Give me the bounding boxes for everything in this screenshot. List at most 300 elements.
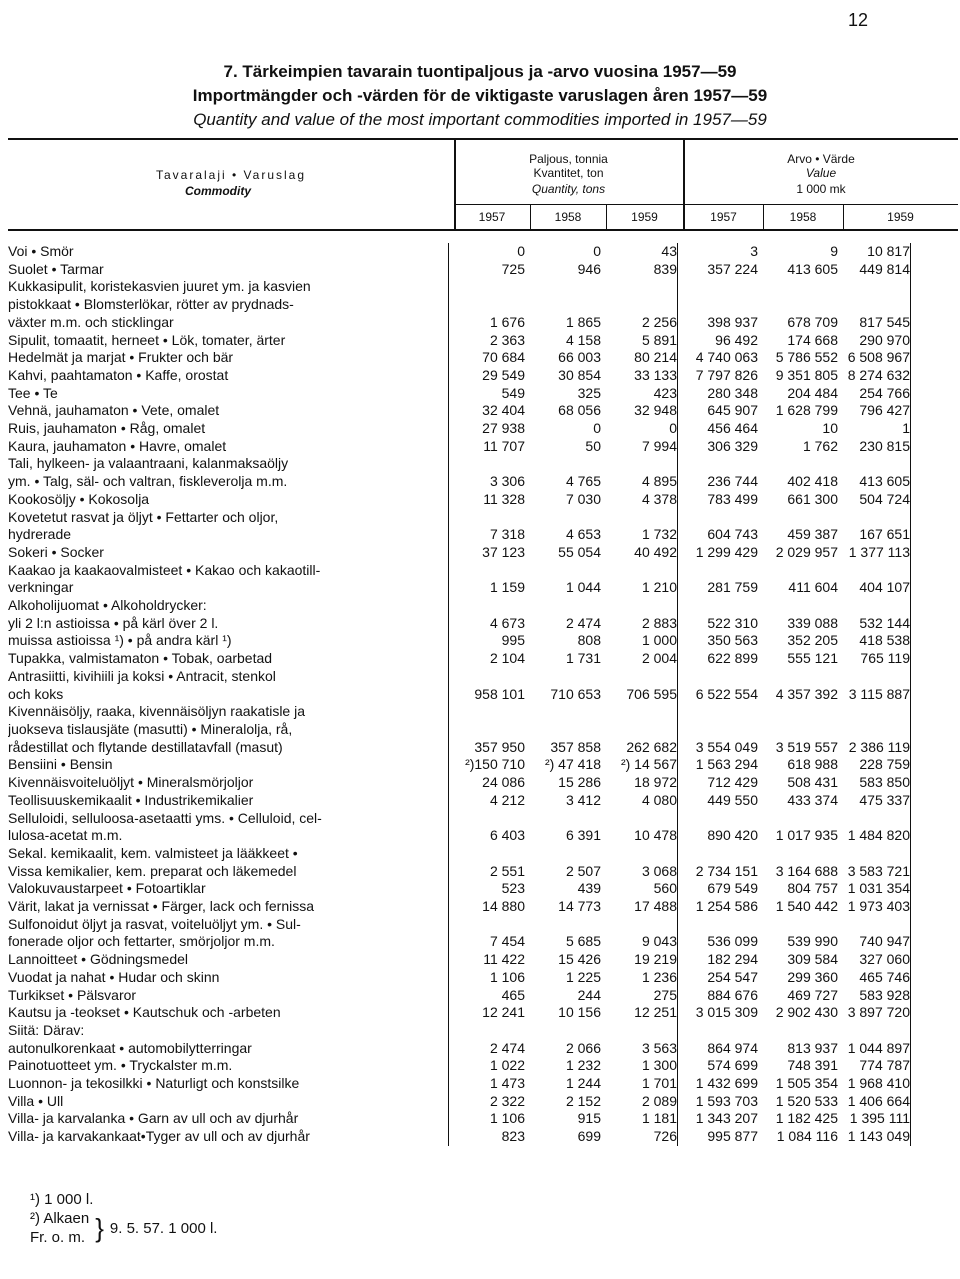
value-cell: [838, 597, 911, 615]
quantity-cell: [525, 845, 601, 863]
value-cell: 350 563: [707, 632, 758, 649]
value-cell: 3 115 887: [838, 686, 911, 704]
table-row: [8, 1128, 911, 1146]
table-row: [8, 650, 911, 668]
value-cell: 817 545: [838, 314, 911, 332]
quantity-cell: [525, 668, 601, 686]
value-cell: 1 084 116: [776, 1128, 838, 1145]
commodity-label: Kukkasipulit, koristekasvien juuret ym. ja kasvien: [8, 278, 449, 296]
commodity-label: Kivennäisvoiteluöljyt • Mineralsmörjoljor: [8, 774, 449, 792]
commodity-label: Selluloidi, selluloosa-asetaatti yms. • Celluloid, cel-: [8, 810, 449, 828]
title-english: Quantity and value of the most important commodities imported in 1957—59: [193, 110, 767, 129]
value-cell: 864 974: [707, 1039, 758, 1056]
quantity-cell: 37 123: [482, 543, 525, 560]
value-cell: 1 540 442: [775, 898, 838, 915]
table-row: [8, 951, 911, 969]
quantity-cell: 0: [517, 243, 525, 259]
value-cell: [758, 721, 838, 739]
value-cell: [678, 916, 759, 934]
quantity-cell: 40 492: [601, 544, 678, 562]
quantity-cell: 1 044: [565, 579, 601, 596]
quantity-cell: 1 000: [601, 632, 678, 650]
value-cell: 679 549: [707, 880, 758, 897]
commodity-label: muissa astioissa ¹) • på andra kärl ¹): [8, 632, 449, 650]
table-row: [8, 756, 911, 774]
value-cell: [838, 703, 911, 721]
quantity-cell: [525, 509, 601, 527]
table-row: [8, 491, 911, 509]
commodity-label: yli 2 l:n astioissa • på kärl över 2 l.: [8, 615, 449, 633]
value-cell: 418 538: [838, 632, 911, 650]
value-cell: 1 299 429: [695, 543, 758, 560]
value-cell: [838, 455, 911, 473]
quantity-cell: 4 673: [489, 614, 525, 631]
commodity-label: Vehnä, jauhamaton • Vete, omalet: [8, 402, 449, 420]
value-cell: 398 937: [707, 313, 758, 330]
quantity-cell: 958 101: [474, 685, 525, 702]
quantity-cell: 0: [593, 420, 601, 437]
value-cell: 1 377 113: [838, 544, 911, 562]
table-row: [8, 314, 911, 332]
value-cell: [758, 509, 838, 527]
quantity-cell: 30 854: [558, 366, 601, 383]
value-cell: 4 357 392: [775, 685, 838, 702]
quantity-cell: [449, 597, 526, 615]
value-cell: 532 144: [838, 615, 911, 633]
quantity-cell: 3 068: [601, 863, 678, 881]
quantity-cell: [601, 668, 678, 686]
value-cell: 748 391: [787, 1057, 838, 1074]
value-cell: 3 015 309: [695, 1004, 758, 1021]
commodity-label: Bensiini • Bensin: [8, 756, 449, 774]
value-cell: [838, 1022, 911, 1040]
table-row: [8, 686, 911, 704]
footnotes: ¹) 1 000 l. ²) Alkaen Fr. o. m. } 9. 5. 57. 1 000 l.: [30, 1191, 218, 1246]
quantity-cell: ²)150 710: [465, 756, 525, 773]
value-cell: 469 727: [787, 986, 838, 1003]
commodity-label: och koks: [8, 686, 449, 704]
table-row: [8, 278, 911, 296]
value-cell: 3 519 557: [775, 738, 838, 755]
value-cell: 604 743: [707, 526, 758, 543]
commodity-label: Kahvi, paahtamaton • Kaffe, orostat: [8, 367, 449, 385]
value-unit: 1 000 mk: [796, 182, 846, 196]
quantity-cell: [601, 455, 678, 473]
commodities-table: [8, 243, 911, 1146]
quantity-cell: 24 086: [482, 774, 525, 791]
value-cell: 402 418: [787, 473, 838, 490]
quantity-cell: 80 214: [601, 349, 678, 367]
quantity-cell: 439: [577, 880, 601, 897]
commodity-label: Hedelmät ja marjat • Frukter och bär: [8, 349, 449, 367]
quantity-cell: 808: [577, 632, 601, 649]
quantity-cell: 0: [601, 420, 678, 438]
value-cell: [758, 916, 838, 934]
quantity-cell: 15 426: [558, 951, 601, 968]
quantity-cell: [449, 845, 526, 863]
table-row: [8, 827, 911, 845]
value-cell: [838, 845, 911, 863]
table-row: [8, 632, 911, 650]
table-row: [8, 703, 911, 721]
commodity-label: Sulfonoidut öljyt ja rasvat, voiteluöljyt ym. • Sul-: [8, 916, 449, 934]
value-cell: [678, 509, 759, 527]
quantity-cell: [525, 278, 601, 296]
quantity-cell: 14 773: [558, 898, 601, 915]
quantity-cell: 32 948: [601, 402, 678, 420]
table-row: [8, 526, 911, 544]
commodity-label: rådestillat och flytande destillatavfall (masut): [8, 739, 449, 757]
value-cell: 1 520 533: [775, 1092, 838, 1109]
quantity-cell: [525, 703, 601, 721]
table-row: [8, 367, 911, 385]
value-cell: 7 797 826: [695, 366, 758, 383]
quantity-cell: 2 004: [601, 650, 678, 668]
commodity-label: fonerade oljor och fettarter, smörjoljor m.m.: [8, 933, 449, 951]
quantity-cell: [601, 296, 678, 314]
table-row: [8, 668, 911, 686]
quantity-cell: [449, 668, 526, 686]
quantity-cell: 2 066: [565, 1039, 601, 1056]
commodity-label: Kautsu ja -teokset • Kautschuk och -arbeten: [8, 1004, 449, 1022]
table-row: [8, 721, 911, 739]
value-cell: 539 990: [787, 933, 838, 950]
value-cell: [838, 278, 911, 296]
value-cell: 236 744: [707, 473, 758, 490]
quantity-cell: 4 212: [489, 791, 525, 808]
quantity-cell: [601, 1022, 678, 1040]
quantity-cell: [525, 810, 601, 828]
quantity-cell: 11 422: [483, 951, 525, 968]
quantity-cell: 1 236: [601, 969, 678, 987]
value-cell: 357 224: [707, 260, 758, 277]
table-row: [8, 509, 911, 527]
quantity-cell: [601, 721, 678, 739]
commodity-label: Värit, lakat ja vernissat • Färger, lack och fernissa: [8, 898, 449, 916]
value-cell: 1 432 699: [695, 1075, 758, 1092]
value-cell: 2 029 957: [775, 543, 838, 560]
value-cell: 1 593 703: [695, 1092, 758, 1109]
quantity-cell: 946: [577, 260, 601, 277]
footnote-1: ¹) 1 000 l.: [30, 1191, 94, 1208]
value-cell: 622 899: [707, 650, 758, 667]
value-cell: 504 724: [838, 491, 911, 509]
value-cell: 995 877: [707, 1128, 758, 1145]
quantity-cell: 2 256: [601, 314, 678, 332]
value-cell: [758, 455, 838, 473]
table-row: [8, 880, 911, 898]
quantity-cell: [525, 562, 601, 580]
commodity-label: Suolet • Tarmar: [8, 261, 449, 279]
quantity-cell: 325: [577, 384, 601, 401]
quantity-cell: [525, 296, 601, 314]
commodity-label: Alkoholijuomat • Alkoholdrycker:: [8, 597, 449, 615]
quantity-cell: 70 684: [482, 349, 525, 366]
quantity-cell: [449, 1022, 526, 1040]
commodity-label: Lannoitteet • Gödningsmedel: [8, 951, 449, 969]
quantity-cell: 4 895: [601, 473, 678, 491]
value-cell: 1 968 410: [838, 1075, 911, 1093]
table-row: [8, 1022, 911, 1040]
value-cell: [838, 721, 911, 739]
quantity-cell: 1 106: [489, 1110, 525, 1127]
value-cell: [758, 810, 838, 828]
quantity-cell: [601, 278, 678, 296]
table-row: [8, 987, 911, 1005]
quantity-cell: 33 133: [601, 367, 678, 385]
value-cell: [838, 509, 911, 527]
quantity-cell: 2 474: [565, 614, 601, 631]
quantity-cell: 1 159: [489, 579, 525, 596]
value-cell: 3: [750, 243, 758, 259]
quantity-cell: 1 106: [489, 968, 525, 985]
quantity-cell: [601, 562, 678, 580]
commodity-label: Tee • Te: [8, 385, 449, 403]
value-cell: 2 902 430: [775, 1004, 838, 1021]
value-cell: [678, 703, 759, 721]
value-cell: 583 928: [838, 987, 911, 1005]
quantity-cell: 55 054: [558, 543, 601, 560]
value-cell: 413 605: [838, 473, 911, 491]
quantity-cell: 2 551: [489, 862, 525, 879]
value-cell: 404 107: [838, 579, 911, 597]
value-cell: [678, 562, 759, 580]
quantity-cell: ²) 47 418: [544, 756, 601, 773]
table-row: [8, 544, 911, 562]
value-cell: 783 499: [707, 490, 758, 507]
value-cell: 813 937: [787, 1039, 838, 1056]
quantity-cell: [449, 916, 526, 934]
quantity-cell: 275: [601, 987, 678, 1005]
quantity-cell: 66 003: [558, 349, 601, 366]
value-cell: 459 387: [787, 526, 838, 543]
quantity-cell: 2 363: [489, 331, 525, 348]
quantity-cell: 1 244: [565, 1075, 601, 1092]
value-cell: 281 759: [707, 579, 758, 596]
quantity-cell: 1 022: [489, 1057, 525, 1074]
quantity-cell: 19 219: [601, 951, 678, 969]
value-cell: 1 973 403: [838, 898, 911, 916]
footnote-2a: ²) Alkaen: [30, 1210, 90, 1227]
commodity-label: juokseva tislausjäte (masutti) • Mineralolja, rå,: [8, 721, 449, 739]
commodity-label: Sokeri • Socker: [8, 544, 449, 562]
commodity-label: Turkikset • Pälsvaror: [8, 987, 449, 1005]
value-cell: 433 374: [787, 791, 838, 808]
value-cell: 204 484: [787, 384, 838, 401]
value-cell: [678, 810, 759, 828]
table-row: [8, 845, 911, 863]
value-cell: 804 757: [787, 880, 838, 897]
value-cell: 1 395 111: [838, 1110, 911, 1128]
quantity-cell: [449, 810, 526, 828]
quantity-cell: [601, 509, 678, 527]
quantity-cell: [449, 721, 526, 739]
table-row: [8, 438, 911, 456]
commodity-label: Ruis, jauhamaton • Råg, omalet: [8, 420, 449, 438]
value-cell: [678, 597, 759, 615]
commodity-header-en: Commodity: [185, 184, 251, 198]
commodity-label: Painotuotteet ym. • Tryckalster m.m.: [8, 1057, 449, 1075]
quantity-cell: 68 056: [558, 402, 601, 419]
value-cell: 299 360: [787, 968, 838, 985]
value-cell: 1 182 425: [775, 1110, 838, 1127]
quantity-cell: [449, 455, 526, 473]
value-cell: [838, 916, 911, 934]
table-row: [8, 615, 911, 633]
value-cell: 508 431: [787, 774, 838, 791]
value-cell: 765 119: [838, 650, 911, 668]
table-row: [8, 349, 911, 367]
quantity-cell: 1 210: [601, 579, 678, 597]
value-cell: 3 897 720: [838, 1004, 911, 1022]
table-row: [8, 385, 911, 403]
quantity-cell: 2 474: [489, 1039, 525, 1056]
commodity-label: Villa- ja karvalanka • Garn av ull och av djurhår: [8, 1110, 449, 1128]
value-cell: [678, 296, 759, 314]
quantity-cell: 4 653: [565, 526, 601, 543]
value-cell: [678, 455, 759, 473]
quantity-cell: [449, 278, 526, 296]
value-cell: 574 699: [707, 1057, 758, 1074]
quantity-cell: 4 378: [601, 491, 678, 509]
value-cell: 712 429: [707, 774, 758, 791]
quantity-cell: 10 156: [558, 1004, 601, 1021]
quantity-cell: 1 865: [565, 313, 601, 330]
value-cell: 3 164 688: [775, 862, 838, 879]
quantity-cell: [449, 703, 526, 721]
quantity-cell: 2 089: [601, 1093, 678, 1111]
commodity-label: Kaakao ja kaakaovalmisteet • Kakao och kakaotill-: [8, 562, 449, 580]
table-row: [8, 969, 911, 987]
quantity-cell: 7 318: [489, 526, 525, 543]
quantity-cell: 5 685: [565, 933, 601, 950]
value-cell: 6 522 554: [695, 685, 758, 702]
value-cell: [758, 597, 838, 615]
quantity-cell: 523: [501, 880, 525, 897]
value-cell: 796 427: [838, 402, 911, 420]
quantity-cell: 9 043: [601, 933, 678, 951]
value-header-fi-sv: Arvo • Värde: [787, 152, 855, 166]
quantity-cell: 4 765: [565, 473, 601, 490]
value-cell: 254 766: [838, 385, 911, 403]
value-cell: 4 740 063: [695, 349, 758, 366]
quantity-cell: 11 707: [483, 437, 525, 454]
quantity-cell: 1 473: [489, 1075, 525, 1092]
commodity-label: Siitä: Därav:: [8, 1022, 449, 1040]
quantity-cell: 560: [601, 880, 678, 898]
quantity-cell: 2 883: [601, 615, 678, 633]
quantity-cell: 3 306: [489, 473, 525, 490]
commodity-label: Kaura, jauhamaton • Havre, omalet: [8, 438, 449, 456]
commodity-label: Villa- ja karvakankaat•Tyger av ull och av djurhår: [8, 1128, 449, 1146]
value-cell: [758, 703, 838, 721]
quantity-cell: 839: [601, 261, 678, 279]
table-row: [8, 1057, 911, 1075]
year-header: 1959: [631, 210, 658, 224]
value-cell: 9 351 805: [775, 366, 838, 383]
value-cell: 774 787: [838, 1057, 911, 1075]
quantity-cell: 3 412: [565, 791, 601, 808]
commodity-label: Tali, hylkeen- ja valaantraani, kalanmaksaöljy: [8, 455, 449, 473]
value-cell: 1 017 935: [775, 827, 838, 844]
quantity-cell: 1 676: [489, 313, 525, 330]
table-row: [8, 1093, 911, 1111]
quantity-cell: 12 251: [601, 1004, 678, 1022]
commodity-label: Vissa kemikalier, kem. preparat och läkemedel: [8, 863, 449, 881]
quantity-cell: 50: [585, 437, 601, 454]
value-cell: 1 406 664: [838, 1093, 911, 1111]
table-row: [8, 774, 911, 792]
value-cell: 254 547: [707, 968, 758, 985]
value-cell: [758, 296, 838, 314]
table-row: [8, 898, 911, 916]
table-row: [8, 261, 911, 279]
commodity-label: växter m.m. och sticklingar: [8, 314, 449, 332]
value-cell: 228 759: [838, 756, 911, 774]
value-cell: [758, 562, 838, 580]
value-cell: 1 762: [802, 437, 838, 454]
value-cell: [678, 845, 759, 863]
quantity-cell: 357 950: [474, 738, 525, 755]
quantity-cell: 725: [501, 260, 525, 277]
value-cell: 1 563 294: [695, 756, 758, 773]
quantity-cell: 2 152: [565, 1092, 601, 1109]
value-cell: 661 300: [787, 490, 838, 507]
quantity-cell: 706 595: [601, 686, 678, 704]
commodity-label: Sekal. kemikaalit, kem. valmisteet ja lääkkeet •: [8, 845, 449, 863]
quantity-cell: 2 507: [565, 862, 601, 879]
value-cell: 1 484 820: [838, 827, 911, 845]
quantity-cell: 4 158: [565, 331, 601, 348]
value-cell: 327 060: [838, 951, 911, 969]
year-header: 1958: [554, 210, 582, 224]
commodity-label: ym. • Talg, säl- och valtran, fiskleverolja m.m.: [8, 473, 449, 491]
quantity-cell: 2 322: [489, 1092, 525, 1109]
table-header: [8, 138, 958, 230]
quantity-cell: [449, 296, 526, 314]
value-cell: 339 088: [787, 614, 838, 631]
value-cell: 5 786 552: [775, 349, 838, 366]
quantity-cell: 12 241: [482, 1004, 525, 1021]
quantity-cell: ²) 14 567: [601, 756, 678, 774]
commodity-label: Kovetetut rasvat ja öljyt • Fettarter och oljor,: [8, 509, 449, 527]
commodity-label: Voi • Smör: [8, 243, 449, 261]
commodity-header: Tavaralaji • Varuslag: [155, 168, 307, 182]
year-header: 1959: [887, 210, 914, 224]
quantity-cell: 7 994: [601, 438, 678, 456]
table-row: [8, 1040, 911, 1058]
table-row: [8, 597, 911, 615]
value-cell: 475 337: [838, 792, 911, 810]
commodity-label: Luonnon- ja tekosilkki • Naturligt och konstsilke: [8, 1075, 449, 1093]
commodity-label: Valokuvaustarpeet • Fotoartiklar: [8, 880, 449, 898]
quantity-cell: 1 181: [601, 1110, 678, 1128]
value-cell: 10 817: [838, 243, 911, 261]
quantity-cell: 11 328: [483, 490, 525, 507]
quantity-cell: [525, 455, 601, 473]
table-row: [8, 296, 911, 314]
value-cell: 413 605: [787, 260, 838, 277]
value-cell: [838, 668, 911, 686]
value-cell: 449 550: [707, 791, 758, 808]
value-cell: 1 044 897: [838, 1040, 911, 1058]
quantity-cell: 18 972: [601, 774, 678, 792]
table-row: [8, 739, 911, 757]
value-cell: 1 143 049: [838, 1128, 911, 1146]
table-row: [8, 332, 911, 350]
value-cell: 1 505 354: [775, 1075, 838, 1092]
title-finnish: 7. Tärkeimpien tavarain tuontipaljous ja -arvo vuosina 1957—59: [223, 62, 737, 81]
